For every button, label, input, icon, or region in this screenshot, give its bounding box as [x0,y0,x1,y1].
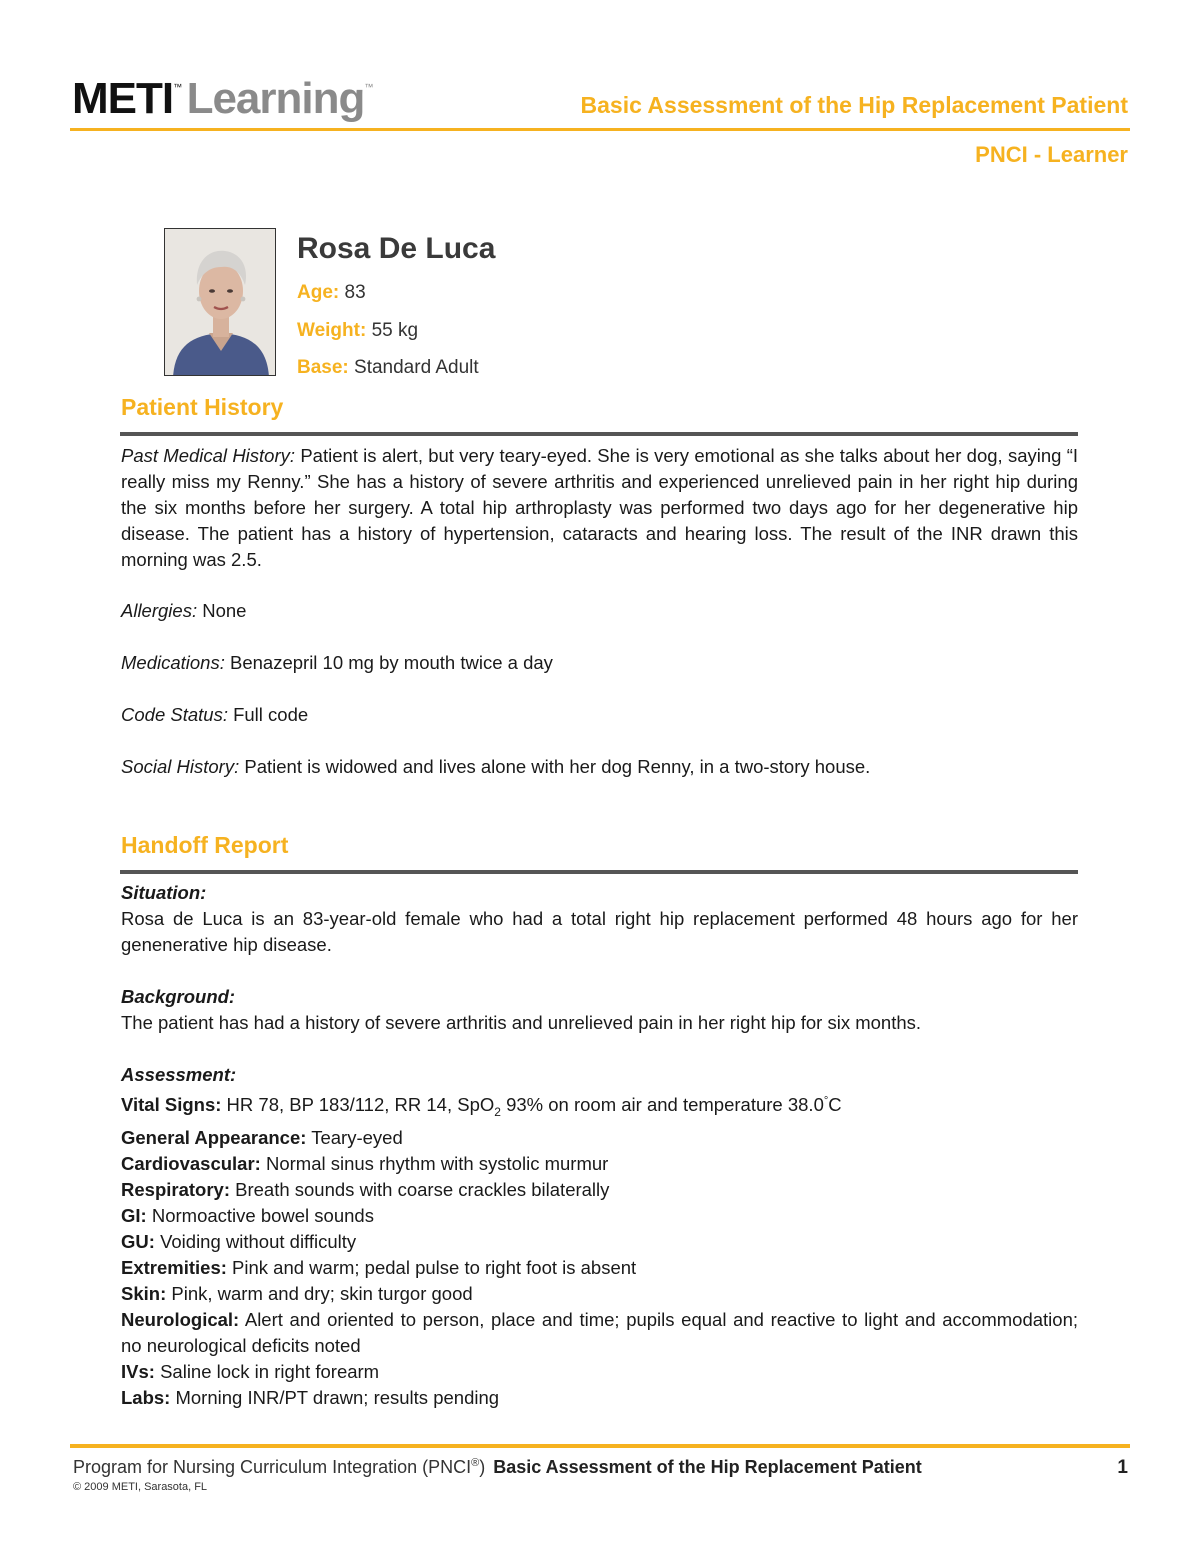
document-subtitle: PNCI - Learner [975,142,1128,167]
vital-signs-value-cont: 93% on room air and temperature 38.0 [506,1094,824,1116]
background-text: The patient has had a history of severe arthritis and unrelieved pain in her right hip for six months. [121,1012,922,1033]
assessment-item-label: General Appearance: [121,1126,307,1148]
assessment-item-value: Pink and warm; pedal pulse to right foot is absent [232,1256,637,1278]
assessment-item-value: Normal sinus rhythm with systolic murmur [265,1152,609,1174]
vital-signs-row [121,1088,1078,1125]
situation-label [121,880,1078,906]
patient-name: Rosa De Luca [297,232,496,265]
base-value: Standard Adult [354,357,479,378]
assessment-item-label: IVs: [121,1360,155,1382]
code-status-line [121,702,1078,728]
footer-program-text: Program for Nursing Curriculum Integration (PNCI [73,1457,472,1477]
meti-learning-logo [72,74,373,124]
assessment-item-label: Extremities: [121,1256,227,1278]
assessment-item-label: Cardiovascular: [121,1152,261,1174]
degree-symbol: ° [823,1095,829,1107]
assessment-item [121,1385,1078,1411]
assessment-list [121,1088,1078,1411]
medications-label: Medications: [121,652,225,673]
assessment-item-label: Neurological: [121,1308,240,1330]
assessment-item-value: Breath sounds with coarse crackles bilaterally [235,1178,610,1200]
assessment-label [121,1062,1078,1088]
allergies-label: Allergies: [121,600,198,621]
pmh-label: Past Medical History: [121,445,296,466]
social-history-label: Social History: [121,756,240,777]
footer-copyright: © 2009 METI, Sarasota, FL [73,1481,208,1493]
vital-signs-label: Vital Signs: [121,1094,222,1116]
background-label [121,984,1078,1010]
assessment-item-value: Voiding without difficulty [160,1230,357,1252]
page-number: 1 [1117,1457,1128,1478]
assessment-item [121,1359,1078,1385]
assessment-item [121,1125,1078,1151]
footer-paren: ) [479,1457,486,1477]
assessment-item-value: Normoactive bowel sounds [151,1204,374,1226]
logo-tm-2: ™ [364,82,374,92]
patient-photo [164,228,276,376]
logo-meti-text: METI [72,74,174,123]
patient-age [297,282,366,304]
weight-label: Weight: [297,320,367,341]
background-label-text: Background: [121,986,236,1007]
assessment-item [121,1229,1078,1255]
assessment-item-label: Skin: [121,1282,167,1304]
social-history-value: Patient is widowed and lives alone with her dog Renny, in a two-story house. [244,756,871,777]
medications-value: Benazepril 10 mg by mouth twice a day [230,652,553,673]
age-label: Age: [297,282,340,303]
logo-learning-text: Learning [186,74,365,123]
assessment-item-label: GI: [121,1204,147,1226]
situation-text: Rosa de Luca is an 83-year-old female who had a total right hip replacement performed 48 hours ago for her genenerative hip disease. [121,908,1078,955]
assessment-item [121,1151,1078,1177]
patient-portrait-illustration [165,229,276,376]
vital-signs-value: HR 78, BP 183/112, RR 14, SpO [226,1094,495,1116]
assessment-item [121,1203,1078,1229]
code-status-label: Code Status: [121,704,228,725]
assessment-item-label: Respiratory: [121,1178,230,1200]
assessment-item [121,1307,1078,1359]
base-label: Base: [297,357,349,378]
assessment-item [121,1281,1078,1307]
patient-history-rule [120,432,1078,436]
allergies-value: None [202,600,247,621]
medications-line [121,650,1078,676]
patient-history-heading: Patient History [121,394,284,420]
footer-program [73,1457,922,1478]
assessment-item-value: Saline lock in right forearm [160,1360,380,1382]
header-rule [70,128,1130,131]
social-history-line [121,754,1078,780]
handoff-report-heading: Handoff Report [121,832,289,858]
assessment-item [121,1177,1078,1203]
assessment-label-text: Assessment: [121,1064,237,1085]
assessment-item-value: Pink, warm and dry; skin turgor good [171,1282,473,1304]
footer-rule [70,1444,1130,1448]
assessment-item-label: GU: [121,1230,155,1252]
past-medical-history [121,443,1078,573]
footer-registered-mark: ® [471,1457,480,1469]
allergies-line [121,598,1078,624]
assessment-item-value: Morning INR/PT drawn; results pending [175,1386,500,1408]
handoff-report-rule [120,870,1078,874]
assessment-item [121,1255,1078,1281]
footer-title: Basic Assessment of the Hip Replacement Patient [493,1457,922,1477]
assessment-item-label: Labs: [121,1386,171,1408]
situation-label-text: Situation: [121,882,207,903]
age-value: 83 [344,282,366,303]
logo-tm: ™ [173,82,183,92]
assessment-item-value: Teary-eyed [311,1126,403,1148]
patient-weight [297,320,418,342]
code-status-value: Full code [233,704,309,725]
temperature-unit: C [828,1094,842,1116]
weight-value: 55 kg [371,320,419,341]
patient-base [297,357,479,379]
spo2-subscript: 2 [494,1104,501,1119]
document-title: Basic Assessment of the Hip Replacement Patient [580,92,1128,118]
assessment-item-value: Alert and oriented to person, place and time; pupils equal and reactive to light and accommodation; no neurological deficits noted [121,1308,1078,1356]
pmh-text: Patient is alert, but very teary-eyed. She is very emotional as she talks about her dog, saying “I really miss my Renny.” She has a history of severe arthritis and experienced unrelieved pain in her right hip during the six months before her surgery. A total hip arthroplasty was performed two days ago for her degenerative hip disease. The patient has a history of hypertension, cataracts and hearing loss. The result of the INR drawn this morning was 2.5. [121,445,1079,570]
